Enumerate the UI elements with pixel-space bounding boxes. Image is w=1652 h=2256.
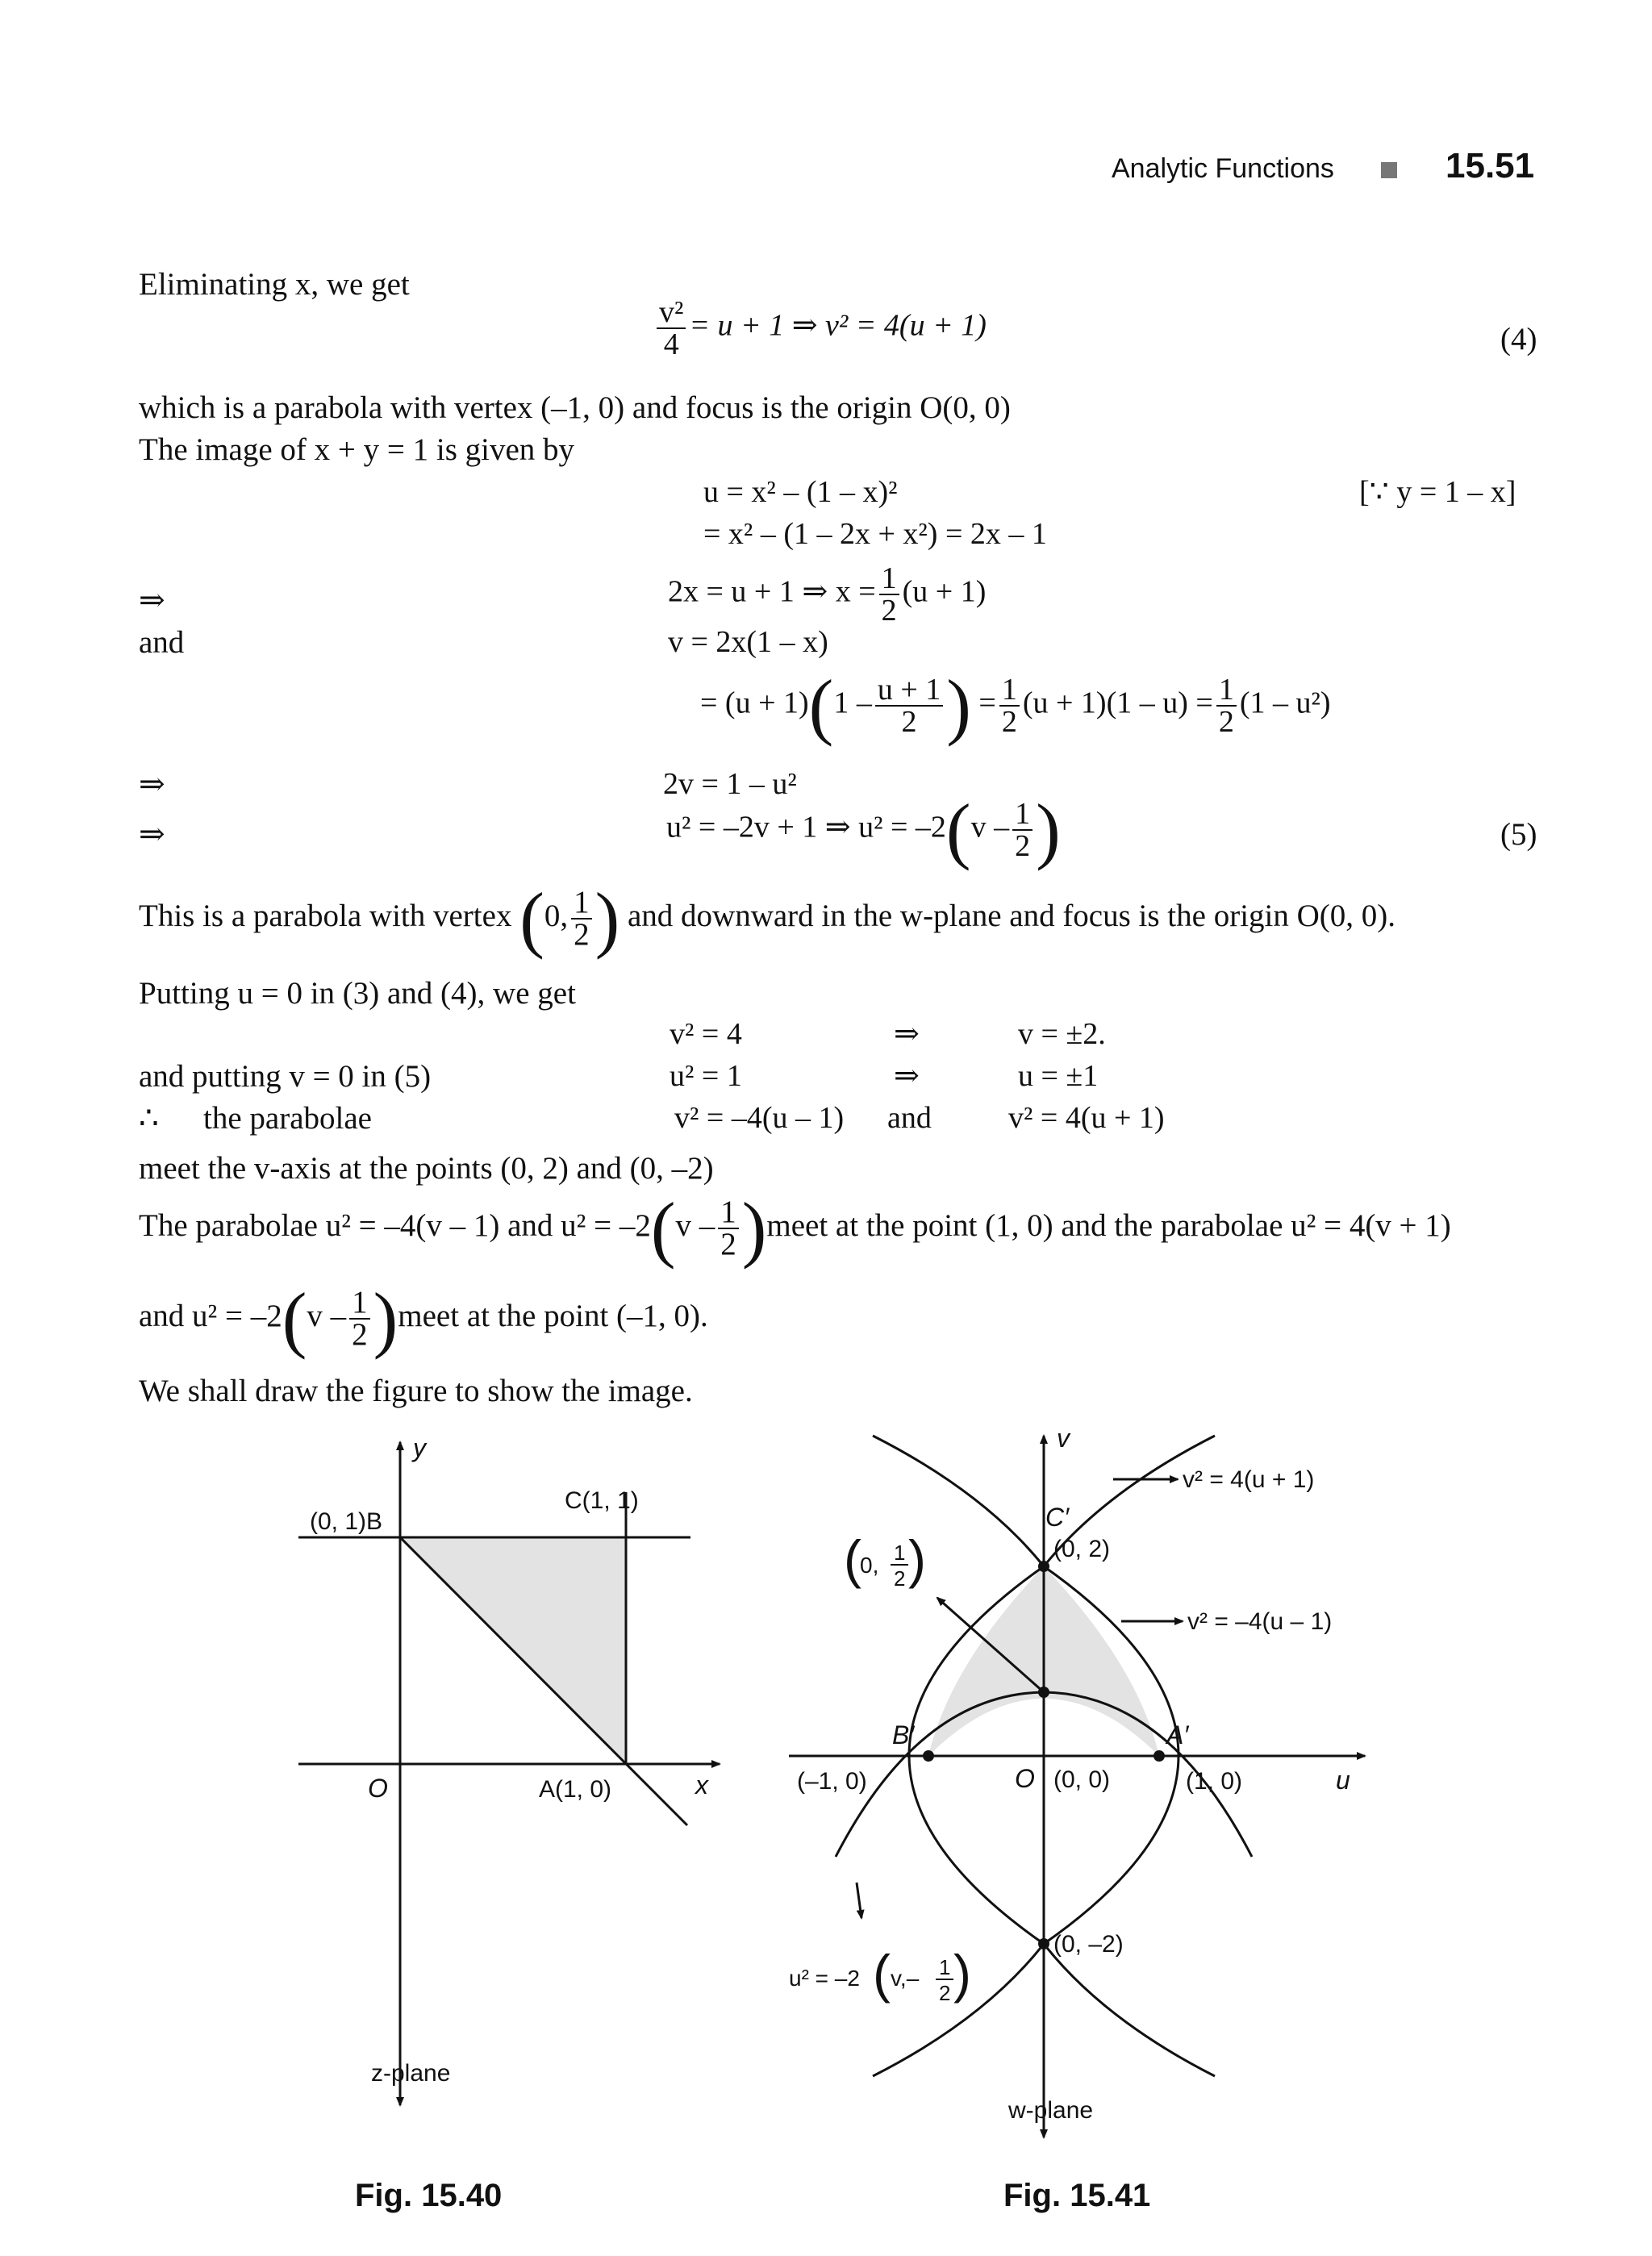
text-vertex: This is a parabola with vertex (0, $\frac{1}{2}$ ) and downward in the w-plane and focus is the origin O(0, 0). — [139, 878, 1395, 960]
point-A-prime — [1153, 1750, 1165, 1762]
therefore-symbol: ∴ — [139, 1101, 159, 1136]
v-axis-label: v — [1057, 1428, 1070, 1453]
implies-2: ⇒ — [139, 767, 165, 802]
svg-text:u² = –2: u² = –2 — [789, 1966, 860, 1991]
parab-down-label: v² = –4(u – 1) — [1187, 1608, 1333, 1635]
eq-v2-4: v² = 4 — [670, 1017, 742, 1051]
B-coord-label: (–1, 0) — [797, 1768, 867, 1795]
eq-x: 2x = u + 1 ⇒ x = $\frac{1}{2}$ (u + 1) — [668, 561, 987, 628]
u2-parabola-label — [789, 1944, 971, 2005]
implies-3: ⇒ — [139, 817, 165, 852]
z-plane-label: z-plane — [371, 2060, 451, 2087]
vertex-label — [844, 1529, 926, 1591]
text-meet-v-axis: meet the v-axis at the points (0, 2) and (0, –2) — [139, 1151, 714, 1186]
svg-text:0,: 0, — [860, 1553, 879, 1578]
parab-up-label: v² = 4(u + 1) — [1183, 1466, 1315, 1493]
eq-vpm2: v = ±2. — [1018, 1017, 1106, 1051]
implies-4: ⇒ — [894, 1017, 920, 1051]
svg-text:(: ( — [844, 1529, 861, 1589]
point-A-label: A(1, 0) — [539, 1776, 612, 1803]
eq-u2: = x² – (1 – 2x + x²) = 2x – 1 — [703, 517, 1047, 551]
svg-text:): ) — [953, 1944, 971, 2004]
text-putting-v: and putting v = 0 in (5) — [139, 1059, 432, 1094]
eq5-tag: (5) — [1500, 817, 1537, 852]
point-C-prime — [1038, 1561, 1049, 1572]
implies-1: ⇒ — [139, 583, 165, 618]
text-draw-line: We shall draw the figure to show the image. — [139, 1374, 693, 1408]
A-prime-label: A′ — [1166, 1720, 1189, 1749]
eq-upm1: u = ±1 — [1018, 1059, 1099, 1093]
text-putting-u: Putting u = 0 in (3) and (4), we get — [139, 976, 576, 1011]
origin-label: O — [368, 1774, 388, 1803]
text-image-line: The image of x + y = 1 is given by — [139, 432, 575, 467]
A-coord-label: (1, 0) — [1186, 1768, 1243, 1795]
eq-u2-1: u² = 1 — [670, 1059, 742, 1093]
x-axis-label: x — [695, 1770, 708, 1799]
svg-text:v,–: v,– — [891, 1966, 920, 1991]
svg-text:2: 2 — [894, 1566, 906, 1591]
text-parabola1: which is a parabola with vertex (–1, 0) and focus is the origin O(0, 0) — [139, 390, 1011, 425]
eq-v2: = (u + 1)(1 – $\frac{u + 1}{2}$ ) = $\frac{1}{2}$ (u + 1)(1 – u) = $\frac{1}{2}$ (1 – u²) — [700, 665, 1331, 747]
running-title: Analytic Functions — [1112, 153, 1334, 184]
text-meet2: and u² = –2(v – $\frac{1}{2}$ )meet at the point (–1, 0). — [139, 1278, 708, 1360]
C-coord-label: (0, 2) — [1053, 1536, 1111, 1562]
svg-text:(: ( — [873, 1944, 891, 2004]
svg-text:1: 1 — [939, 1955, 951, 1979]
figure-15-41 — [774, 1428, 1387, 2145]
w-plane-label: w-plane — [1008, 2097, 1094, 2124]
text-the-parabolae: the parabolae — [203, 1101, 372, 1136]
svg-text:): ) — [908, 1529, 926, 1589]
y-axis-label: y — [413, 1433, 426, 1462]
text-parab-and: and — [887, 1101, 932, 1135]
eq4: $\frac{\text{v²}}{4}$ = u + 1 ⇒ v² = 4(u + 1) — [653, 297, 987, 360]
fig-15-41-caption: Fig. 15.41 — [1003, 2178, 1151, 2213]
eq-parab-a: v² = –4(u – 1) — [674, 1101, 845, 1135]
eq-v: v = 2x(1 – x) — [668, 625, 828, 659]
eq-u1: u = x² – (1 – x)² — [703, 475, 898, 509]
eq-u2-line: u² = –2v + 1 ⇒ u² = –2(v – $\frac{1}{2}$ ) — [666, 789, 1061, 871]
fig-15-40-caption: Fig. 15.40 — [355, 2178, 503, 2213]
text-meet1: The parabolae u² = –4(v – 1) and u² = –2(v – $\frac{1}{2}$ )meet at the point (1, 0) and the parabolae u² = 4(v + 1) — [139, 1187, 1451, 1270]
eq4-tag: (4) — [1500, 322, 1537, 357]
text-and: and — [139, 625, 185, 660]
figure-15-40 — [274, 1428, 742, 2121]
point-B-prime — [923, 1750, 934, 1762]
point-bottom — [1038, 1938, 1049, 1950]
origin-coord-label: (0, 0) — [1053, 1766, 1111, 1793]
bottom-coord-label: (0, –2) — [1053, 1931, 1124, 1958]
point-B-label: (0, 1)B — [310, 1508, 383, 1535]
svg-text:1: 1 — [894, 1541, 906, 1565]
B-prime-label: B′ — [892, 1720, 915, 1749]
text-eliminating: Eliminating x, we get — [139, 267, 410, 302]
origin-label: O — [1015, 1764, 1035, 1793]
svg-text:2: 2 — [939, 1981, 951, 2005]
implies-5: ⇒ — [894, 1059, 920, 1093]
eq-parab-b: v² = 4(u + 1) — [1008, 1101, 1165, 1135]
point-C-label: C(1, 1) — [565, 1487, 639, 1514]
because-note: [∵ y = 1 – x] — [1359, 475, 1516, 509]
u-axis-label: u — [1336, 1766, 1350, 1795]
C-prime-label: C′ — [1045, 1503, 1070, 1532]
u2-label-arrow — [857, 1883, 861, 1918]
page-number: 15.51 — [1446, 146, 1535, 186]
eq-2v: 2v = 1 – u² — [663, 767, 797, 801]
header-square-icon — [1381, 162, 1397, 178]
